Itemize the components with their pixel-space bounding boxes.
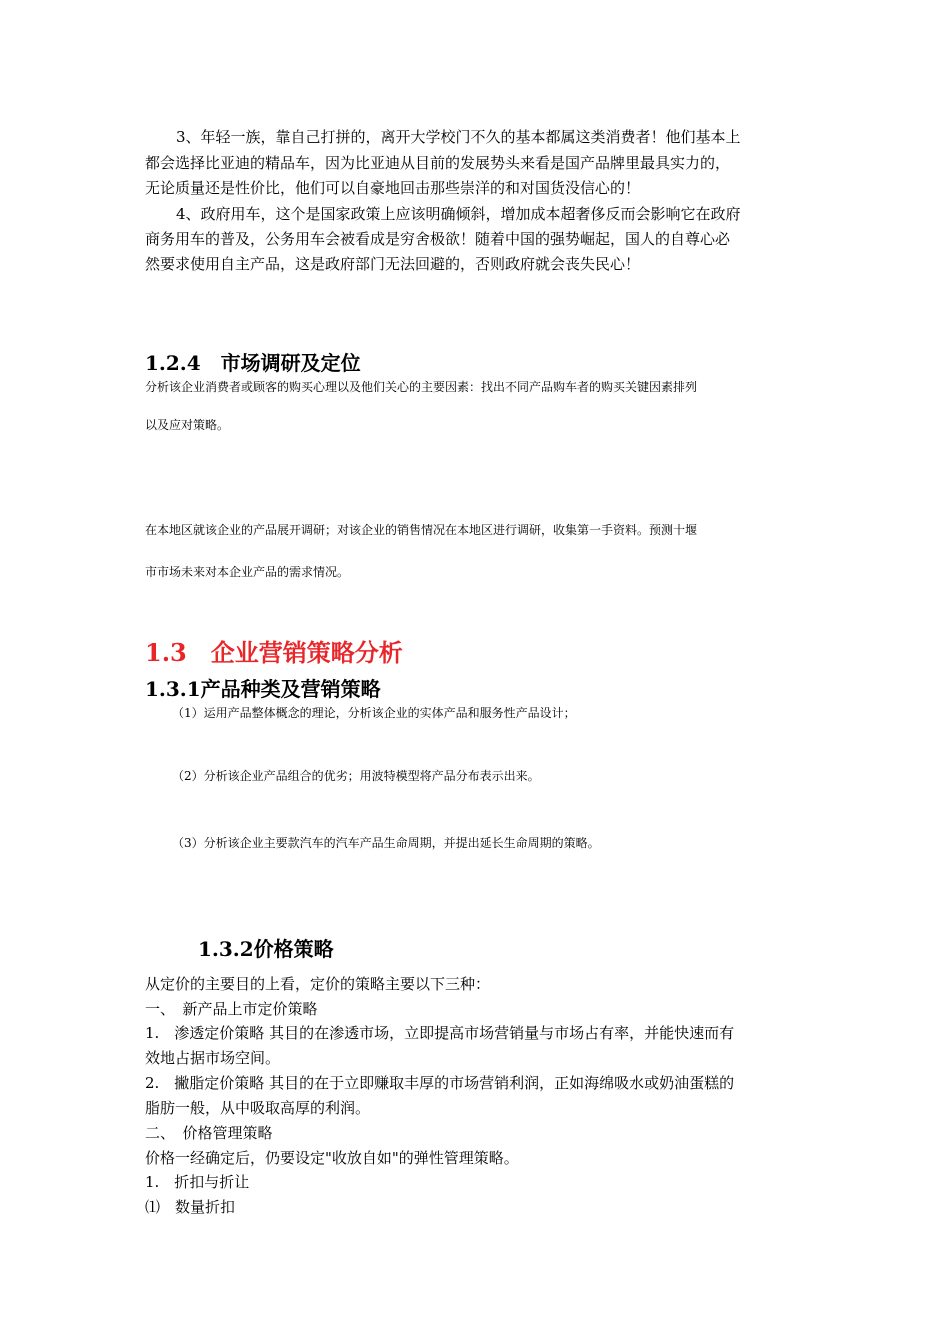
section-1-3-1-item-2: （2）分析该企业产品组合的优劣；用波特模型将产品分布表示出来。 (172, 769, 540, 783)
heading-1-3-1: 1.3.1产品种类及营销策略 (145, 677, 381, 701)
section-1-2-4-text-a-line-1: 分析该企业消费者或顾客的购买心理以及他们关心的主要因素：找出不同产品购车者的购买关键因素排列 (145, 380, 698, 394)
section-1-3-1-item-3: （3）分析该企业主要款汽车的汽车产品生命周期，并提出延长生命周期的策略。 (172, 836, 600, 850)
section-1-2-4-text-b-line-1: 在本地区就该企业的产品展开调研；对该企业的销售情况在本地区进行调研，收集第一手资料。预测十堰 (145, 523, 698, 537)
paragraph-4-line-2: 商务用车的普及，公务用车会被看成是穷舍极欲！随着中国的强势崛起，国人的自尊心必 (145, 230, 731, 248)
paragraph-3-line-1: 3、年轻一族，靠自己打拼的，离开大学校门不久的基本都属这类消费者！他们基本上 (176, 128, 741, 146)
section-1-3-2-line-1: 从定价的主要目的上看，定价的策略主要以下三种： (145, 975, 491, 993)
section-1-3-2-line-9: 1. 折扣与折让 (145, 1173, 250, 1191)
heading-1-2-4: 1.2.4 市场调研及定位 (145, 351, 361, 375)
section-1-3-2-line-10: ⑴ 数量折扣 (145, 1198, 236, 1216)
heading-1-3-2: 1.3.2价格策略 (198, 937, 334, 961)
paragraph-3-line-3: 无论质量还是性价比，他们可以自豪地回击那些崇洋的和对国货没信心的！ (145, 179, 641, 197)
section-1-3-1-item-1: （1）运用产品整体概念的理论，分析该企业的实体产品和服务性产品设计； (172, 706, 576, 720)
section-1-2-4-text-b-line-2: 市市场未来对本企业产品的需求情况。 (145, 565, 350, 579)
section-1-3-2-line-6: 脂肪一般，从中吸取高厚的利润。 (145, 1099, 371, 1117)
section-1-2-4-text-a-line-2: 以及应对策略。 (145, 418, 230, 432)
paragraph-4-line-1: 4、政府用车，这个是国家政策上应该明确倾斜，增加成本超奢侈反而会影响它在政府 (176, 205, 741, 223)
paragraph-4-line-3: 然要求使用自主产品，这是政府部门无法回避的，否则政府就会丧失民心！ (145, 255, 641, 273)
section-1-3-2-line-8: 价格一经确定后，仍要设定"收放自如"的弹性管理策略。 (145, 1149, 519, 1167)
section-1-3-2-line-7: 二、 价格管理策略 (145, 1124, 273, 1142)
section-1-3-2-line-2: 一、 新产品上市定价策略 (145, 1000, 318, 1018)
section-1-3-2-line-4: 效地占据市场空间。 (145, 1049, 281, 1067)
paragraph-3-line-2: 都会选择比亚迪的精品车，因为比亚迪从目前的发展势头来看是国产品牌里最具实力的， (145, 154, 731, 172)
heading-1-3: 1.3 企业营销策略分析 (145, 638, 403, 667)
section-1-3-2-line-3: 1. 渗透定价策略 其目的在渗透市场，立即提高市场营销量与市场占有率，并能快速而有 (145, 1024, 735, 1042)
section-1-3-2-line-5: 2. 撇脂定价策略 其目的在于立即赚取丰厚的市场营销利润，正如海绵吸水或奶油蛋糕的 (145, 1074, 735, 1092)
